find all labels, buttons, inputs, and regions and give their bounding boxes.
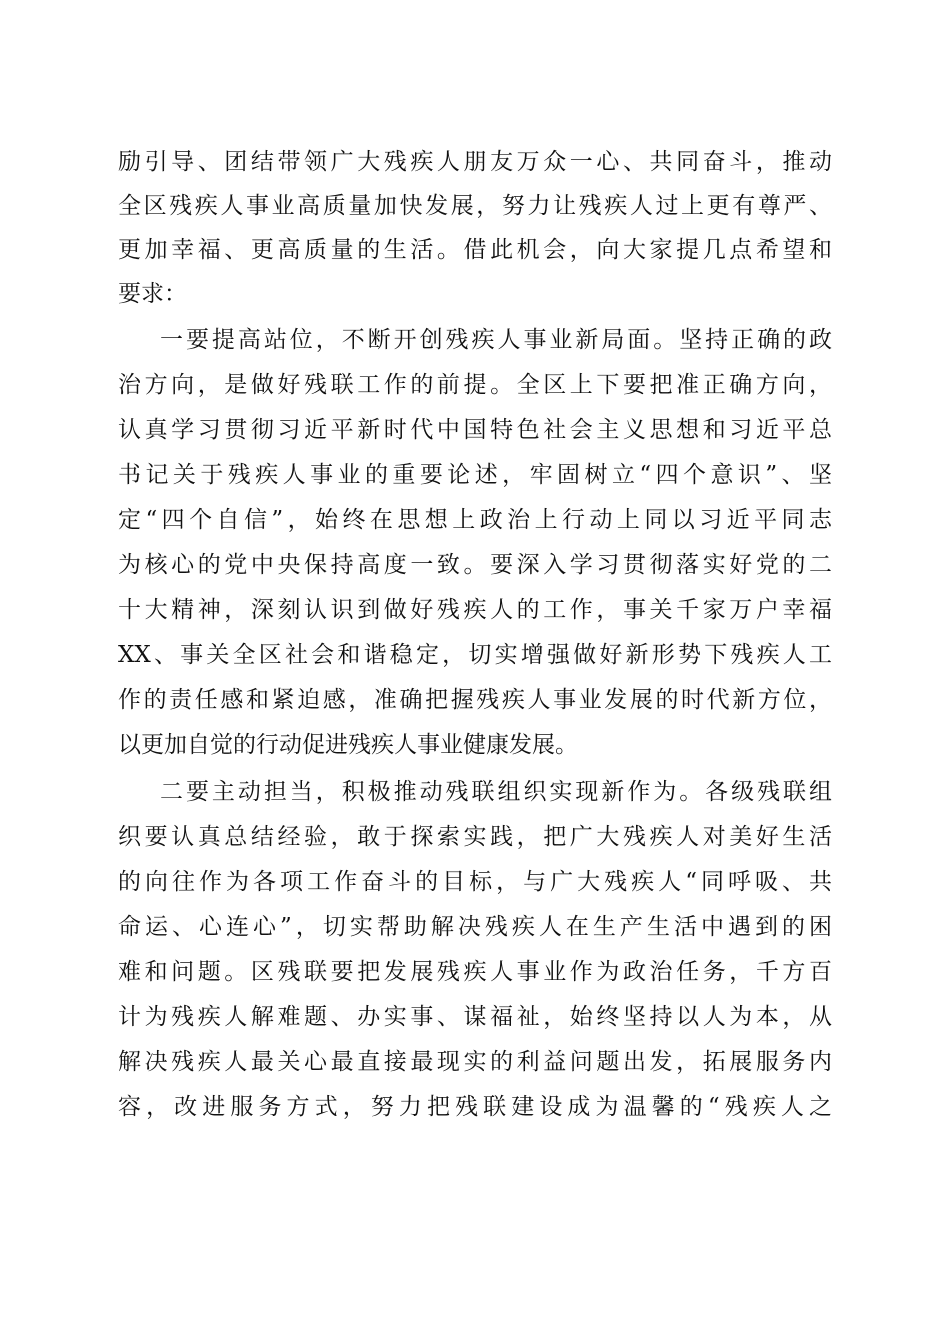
- text-line: 计为残疾人解难题、办实事、谋福祉，始终坚持以人为本，从: [118, 1004, 832, 1030]
- text-line: XX、事关全区社会和谐稳定，切实增强做好新形势下残疾人工: [118, 642, 832, 668]
- text-line: 书记关于残疾人事业的重要论述，牢固树立“四个意识”、坚: [118, 462, 832, 488]
- paragraph-first-line: 二要主动担当，积极推动残联组织实现新作为。各级残联组: [160, 779, 832, 805]
- text-line: 作的责任感和紧迫感，准确把握残疾人事业发展的时代新方位，: [118, 687, 832, 713]
- text-line: 治方向，是做好残联工作的前提。全区上下要把准正确方向，: [118, 372, 832, 398]
- text-line: 为核心的党中央保持高度一致。要深入学习贯彻落实好党的二: [118, 552, 832, 578]
- text-line: 十大精神，深刻认识到做好残疾人的工作，事关千家万户幸福: [118, 597, 832, 623]
- text-line: 全区残疾人事业高质量加快发展，努力让残疾人过上更有尊严、: [118, 193, 832, 219]
- text-line: 难和问题。区残联要把发展残疾人事业作为政治任务，千方百: [118, 959, 832, 985]
- text-line: 织要认真总结经验，敢于探索实践，把广大残疾人对美好生活: [118, 824, 832, 850]
- text-line: 命运、心连心”，切实帮助解决残疾人在生产生活中遇到的困: [118, 914, 832, 940]
- text-line: 励引导、团结带领广大残疾人朋友万众一心、共同奋斗，推动: [118, 149, 832, 175]
- text-line: 要求：: [118, 281, 187, 307]
- paragraph-first-line: 一要提高站位，不断开创残疾人事业新局面。坚持正确的政: [160, 327, 832, 353]
- text-line: 定“四个自信”，始终在思想上政治上行动上同以习近平同志: [118, 507, 832, 533]
- text-line: 认真学习贯彻习近平新时代中国特色社会主义思想和习近平总: [118, 417, 832, 443]
- text-line: 容，改进服务方式，努力把残联建设成为温馨的“残疾人之: [118, 1094, 832, 1120]
- text-line: 更加幸福、更高质量的生活。借此机会，向大家提几点希望和: [118, 237, 832, 263]
- text-line: 以更加自觉的行动促进残疾人事业健康发展。: [118, 732, 578, 758]
- text-line: 的向往作为各项工作奋斗的目标，与广大残疾人“同呼吸、共: [118, 869, 832, 895]
- text-line: 解决残疾人最关心最直接最现实的利益问题出发，拓展服务内: [118, 1049, 832, 1075]
